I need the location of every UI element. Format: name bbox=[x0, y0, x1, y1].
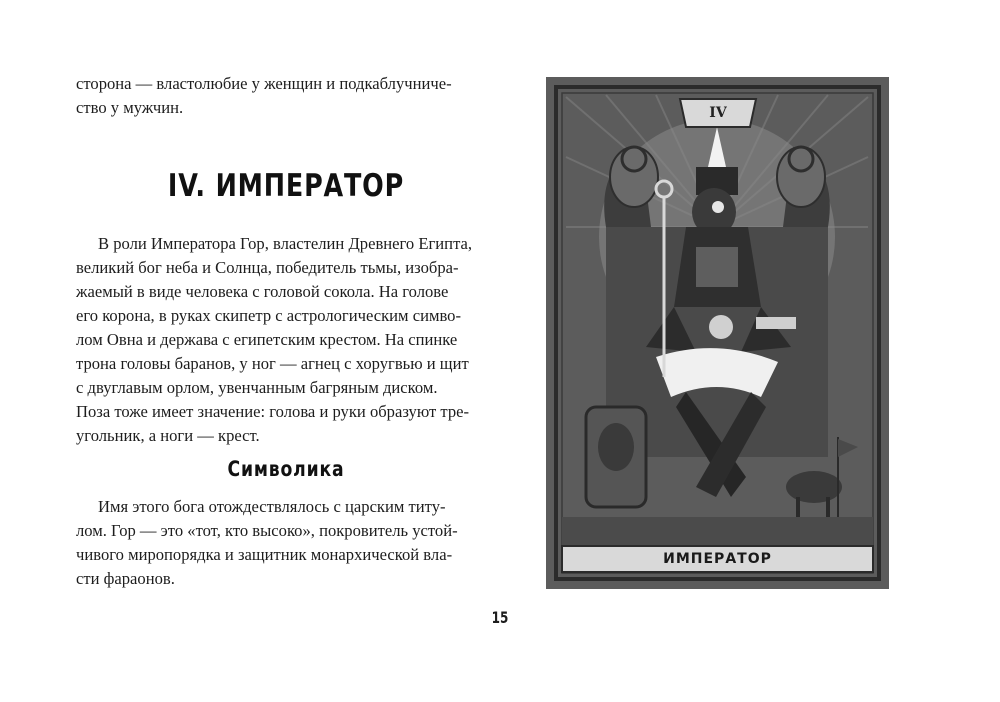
text-line: Поза тоже имеет значение: голова и руки образуют тре- bbox=[76, 402, 470, 421]
text-line: лом Овна и держава с египетским крестом. На спинке bbox=[76, 330, 458, 349]
text-line: ство у мужчин. bbox=[76, 98, 184, 117]
text-line: с двуглавым орлом, увенчанным багряным диском. bbox=[76, 378, 438, 397]
card-number: IV bbox=[709, 105, 727, 121]
tarot-card-emperor bbox=[546, 77, 889, 589]
text-line: Имя этого бога отождествлялось с царским титу- bbox=[98, 497, 446, 516]
card-illustration bbox=[546, 77, 889, 589]
text-line: В роли Императора Гор, властелин Древнего Египта, bbox=[98, 234, 473, 253]
text-line: жаемый в виде человека с головой сокола. На голове bbox=[76, 282, 449, 301]
text-line: лом. Гор — это «тот, кто высоко», покровитель устой- bbox=[76, 521, 458, 540]
text-line: сти фараонов. bbox=[76, 569, 175, 588]
card-title: ИМПЕРАТОР bbox=[663, 551, 772, 567]
top-paragraph bbox=[76, 72, 496, 120]
text-line: трона головы баранов, у ног — агнец с хоругвью и щит bbox=[76, 354, 469, 373]
chapter-heading: IV. ИМПЕРАТОР bbox=[167, 168, 405, 204]
main-paragraph bbox=[76, 232, 496, 448]
text-line: сторона — властолюбие у женщин и подкаблучниче- bbox=[76, 74, 452, 93]
text-line: угольник, а ноги — крест. bbox=[76, 426, 260, 445]
text-line: чивого миропорядка и защитник монархической вла- bbox=[76, 545, 453, 564]
text-line: великий бог неба и Солнца, победитель тьмы, изобра- bbox=[76, 258, 459, 277]
section-subheading: Символика bbox=[227, 457, 345, 481]
page-number: 15 bbox=[491, 608, 509, 627]
symbol-paragraph bbox=[76, 495, 496, 591]
text-line: его корона, в руках скипетр с астрологическим симво- bbox=[76, 306, 461, 325]
